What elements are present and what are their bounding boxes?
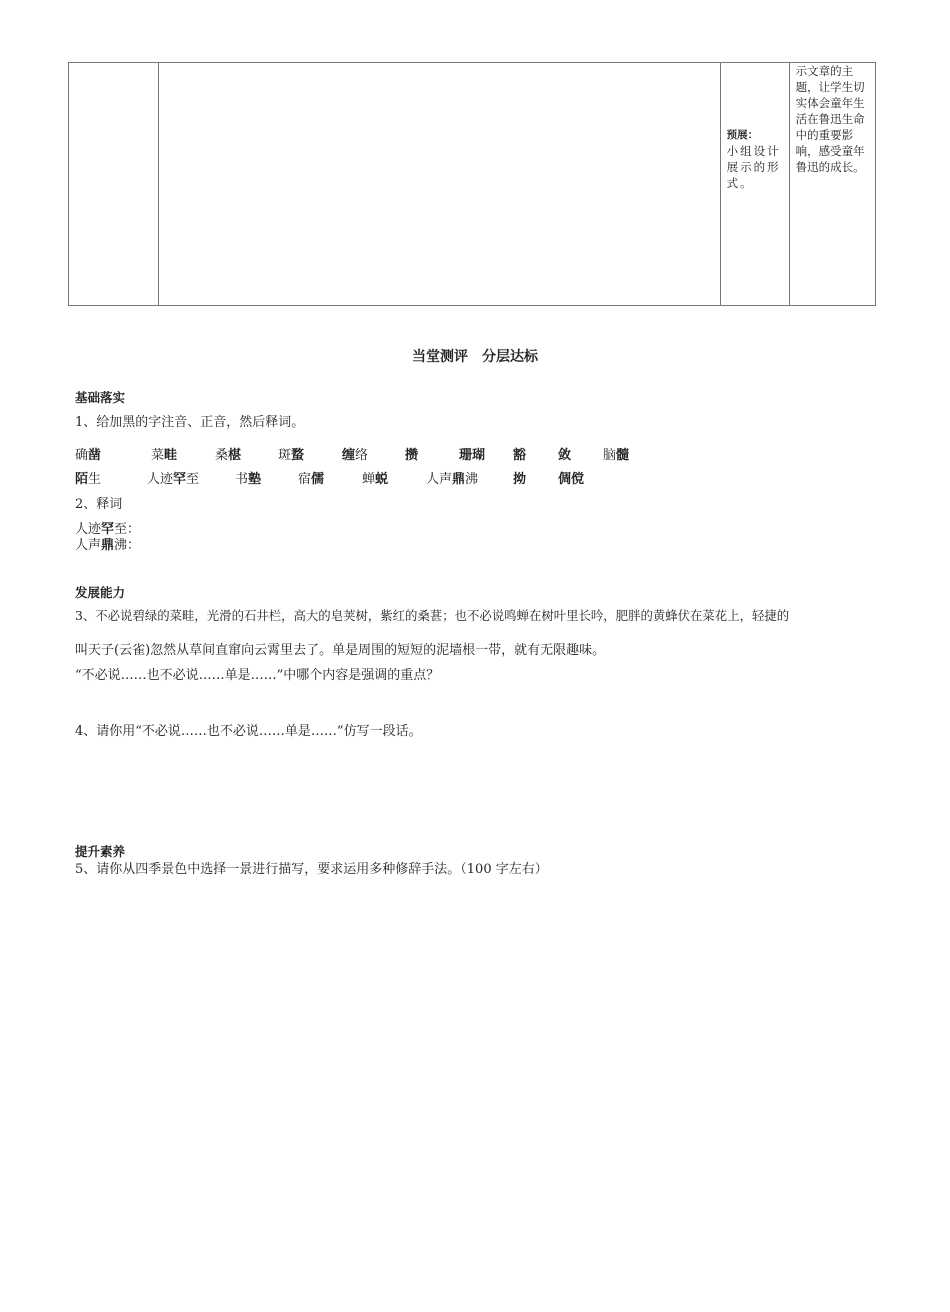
vocab-word-bold: 塾 [248,472,262,487]
vocab-word-post: 沸 [465,472,479,487]
vocab-word [513,468,526,487]
vocab-word-pre: 人声 [426,472,453,487]
lesson-table [68,62,876,306]
question-4: 4、请你用“不必说……也不必说……单是……”仿写一段话。 [75,724,422,739]
vocab-word [147,468,199,487]
vocab-word-bold: 拗 [513,472,527,487]
question-3-line-2: 叫天子(云雀)忽然从草间直窜向云霄里去了。单是周围的短短的泥墙根一带，就有无限趣味。 [75,643,606,658]
vocab-word [235,468,261,487]
vocab-word-bold: 陌 [75,472,89,487]
vocab-word-bold: 蜕 [375,472,389,487]
vocab-word-pre: 菜 [151,448,165,463]
vocab-word-bold: 珊瑚 [459,448,486,463]
vocab-word-bold: 儒 [311,472,325,487]
vocab-word [75,444,101,463]
vocab-word [513,444,526,463]
vocab-word-bold: 攒 [405,448,419,463]
definition-1-post: 至： [114,522,141,537]
purpose-cell [789,63,875,306]
vocab-word [75,468,101,487]
develop-heading: 发展能力 [75,585,126,600]
vocab-word-bold: 椹 [228,448,242,463]
vocab-word-post: 络 [355,448,369,463]
vocab-word-bold: 鼎 [452,472,466,487]
vocab-word [278,444,304,463]
vocab-word [459,444,485,463]
improve-heading: 提升素养 [75,844,126,859]
question-3-line-1: 3、不必说碧绿的菜畦，光滑的石井栏，高大的皂荚树，紫红的桑葚；也不必说鸣蝉在树叶里长吟，肥胖的黄蜂伏在菜花上，轻捷的 [75,608,790,623]
vocab-word [405,444,418,463]
preview-text: 小组设计展示的形式。 [726,144,781,190]
vocab-word [603,444,629,463]
page-title: 当堂测评 分层达标 [412,349,538,365]
definition-2-post: 沸： [114,538,141,553]
vocab-word [362,468,388,487]
vocab-word [558,444,571,463]
vocab-word-bold: 豁 [513,448,527,463]
vocab-word-pre: 蝉 [362,472,376,487]
purpose-text: 示文章的主题，让学生切实体会童年生活在鲁迅生命中的重要影响，感受童年鲁迅的成长。 [795,64,865,174]
definition-2 [75,534,140,553]
vocab-word [215,444,241,463]
vocab-word [151,444,177,463]
vocab-word-pre: 斑 [278,448,292,463]
vocab-word-post: 生 [88,472,102,487]
vocab-word-pre: 脑 [603,448,617,463]
vocab-word-bold: 蝥 [291,448,305,463]
question-3-question: “不必说……也不必说……单是……”中哪个内容是强调的重点？ [75,668,440,683]
vocab-word-bold: 畦 [164,448,178,463]
vocab-word-bold: 缠 [342,448,356,463]
vocab-word-pre: 书 [235,472,249,487]
preview-label: 预展： [726,129,759,141]
definition-2-bold: 鼎 [101,538,115,553]
vocab-word [558,468,584,487]
table-cell-empty-2 [159,63,720,306]
vocab-word-bold: 敛 [558,448,572,463]
vocab-word [298,468,324,487]
vocab-word-pre: 桑 [215,448,229,463]
vocab-word-bold: 髓 [616,448,630,463]
basic-heading: 基础落实 [75,390,126,405]
definition-1-pre: 人迹 [75,522,102,537]
vocab-word-bold: 凿 [88,448,102,463]
vocab-word [342,444,368,463]
table-cell-empty-1 [69,63,159,306]
question-2: 2、释词 [75,497,123,512]
question-1: 1、给加黑的字注音、正音，然后释词。 [75,415,305,430]
definition-2-pre: 人声 [75,538,102,553]
vocab-word-pre: 宿 [298,472,312,487]
vocab-word-pre: 确 [75,448,89,463]
question-5: 5、请你从四季景色中选择一景进行描写，要求运用多种修辞手法。（100 字左右） [75,862,548,877]
vocab-word [426,468,478,487]
preview-cell [720,63,789,306]
vocab-word-pre: 人迹 [147,472,174,487]
definition-1-bold: 罕 [101,522,115,537]
vocab-word-bold: 倜傥 [558,472,585,487]
vocab-word-post: 至 [186,472,200,487]
vocab-word-bold: 罕 [173,472,187,487]
